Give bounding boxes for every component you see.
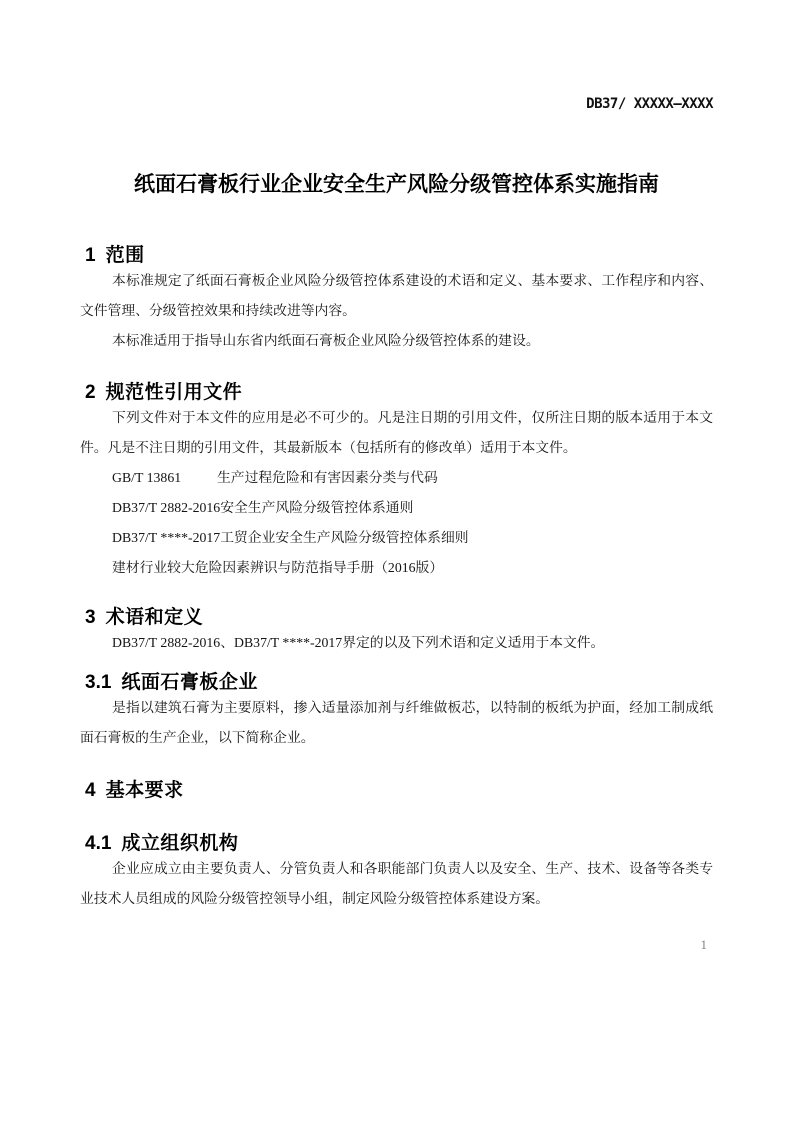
reference-code: DB37/T 2882-2016 [112,500,221,515]
section-4-title: 基本要求 [105,780,184,801]
page-number: 1 [700,937,707,952]
section-2-title: 规范性引用文件 [105,382,243,403]
reference-name: 生产过程危险和有害因素分类与代码 [217,470,438,485]
section-2-paragraph-1: 下列文件对于本文件的应用是必不可少的。凡是注日期的引用文件，仅所注日期的版本适用于本文件。凡是不注日期的引用文件，其最新版本（包括所有的修改单）适用于本文件。 [80,410,713,455]
section-4-heading [80,781,713,801]
section-2-number: 2 [85,382,96,403]
section-3-paragraph-1: DB37/T 2882-2016、DB37/T ****-2017界定的以及下列术语和定义适用于本文件。 [112,635,605,650]
section-1-paragraph-1: 本标准规定了纸面石膏板企业风险分级管控体系建设的术语和定义、基本要求、工作程序和内容、文件管理、分级管控效果和持续改进等内容。 [80,273,713,318]
reference-item-plain: 建材行业较大危险因素辨识与防范指导手册（2016版） [112,560,444,575]
section-4-1-title: 成立组织机构 [121,833,239,854]
section-2-heading [80,383,713,403]
reference-name: 安全生产风险分级管控体系通则 [220,500,414,515]
reference-item [112,493,713,523]
section-4-number: 4 [85,780,96,801]
section-4-1-number: 4.1 [85,833,112,854]
section-4-1-paragraph-1: 企业应成立由主要负责人、分管负责人和各职能部门负责人以及安全、生产、技术、设备等各类专业技术人员组成的风险分级管控领导小组，制定风险分级管控体系建设方案。 [80,861,713,906]
section-1-heading [80,246,713,266]
reference-item [112,463,713,493]
page-header [80,97,713,112]
reference-name: 工贸企业安全生产风险分级管控体系细则 [220,530,469,545]
section-1-number: 1 [85,245,96,266]
section-3-title: 术语和定义 [105,607,204,628]
section-3-1-paragraph-1: 是指以建筑石膏为主要原料，掺入适量添加剂与纤维做板芯，以特制的板纸为护面，经加工制成纸面石膏板的生产企业，以下简称企业。 [80,700,713,745]
reference-code: DB37/T ****-2017 [112,530,221,545]
reference-code: GB/T 13861 [112,470,182,485]
section-4-1-heading [80,834,713,854]
reference-item [112,523,713,553]
section-3-number: 3 [85,607,96,628]
section-3-1-title: 纸面石膏板企业 [121,672,258,693]
document-title: 纸面石膏板行业企业安全生产风险分级管控体系实施指南 [134,173,659,196]
standard-code: DB37/ XXXXX—XXXX [586,96,713,112]
section-3-1-number: 3.1 [85,672,112,693]
normative-references-list [112,463,713,583]
section-1-paragraph-2: 本标准适用于指导山东省内纸面石膏板企业风险分级管控体系的建设。 [112,333,540,348]
section-1-title: 范围 [105,245,145,266]
section-3-heading [80,608,713,628]
section-3-1-heading [80,673,713,693]
page-footer [80,937,713,952]
